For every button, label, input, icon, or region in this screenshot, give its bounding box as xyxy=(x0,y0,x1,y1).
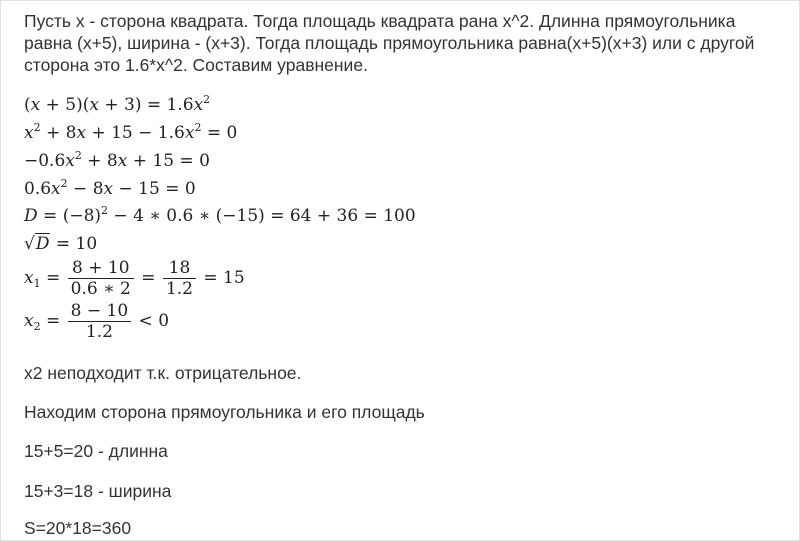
conclusion-line-1: x2 неподходит т.к. отрицательное. xyxy=(24,363,302,383)
root-x1-line: $x_1$ = $\frac{8 + 10}{0.6 ∗ 2}$ = $\frac{18}{1.2}$ = 15 xyxy=(24,258,245,299)
discriminant-line: $D = (-8)^2 - 4$ ∗ 0.6 ∗ (−15) = 64 + 36 = 100 xyxy=(24,204,416,226)
equation-line-4: $0.6x^2 - 8x - 15 = 0$ xyxy=(24,177,196,199)
conclusion-line-4: 15+3=18 - ширина xyxy=(24,481,172,501)
problem-statement: Пусть x - сторона квадрата. Тогда площадь квадрата рана x^2. Длинна прямоугольника равна (x+5), ширина - (x+3). Тогда площадь прямоугольника равна(x+5)(x+3) или с другой сторона это 1.6*x^2. Составим уравнение. xyxy=(24,11,755,75)
equation-line-3: $-0.6x^2 + 8x + 15 = 0$ xyxy=(24,149,210,171)
equation-line-2: $x^2 + 8x + 15 - 1.6x^2 = 0$ xyxy=(24,121,238,143)
root-x2-line: $x_2$ = $\frac{8 - 10}{1.2}$ < 0 xyxy=(24,301,170,342)
equation-line-1: $(x + 5)(x + 3) = 1.6x^2$ xyxy=(24,93,211,115)
conclusion-line-5: S=20*18=360 xyxy=(24,518,132,538)
conclusion-line-3: 15+5=20 - длинна xyxy=(24,441,168,461)
sqrt-discriminant-line: √D = 10 xyxy=(24,234,98,254)
conclusion-line-2: Находим сторона прямоугольника и его площадь xyxy=(24,402,425,422)
